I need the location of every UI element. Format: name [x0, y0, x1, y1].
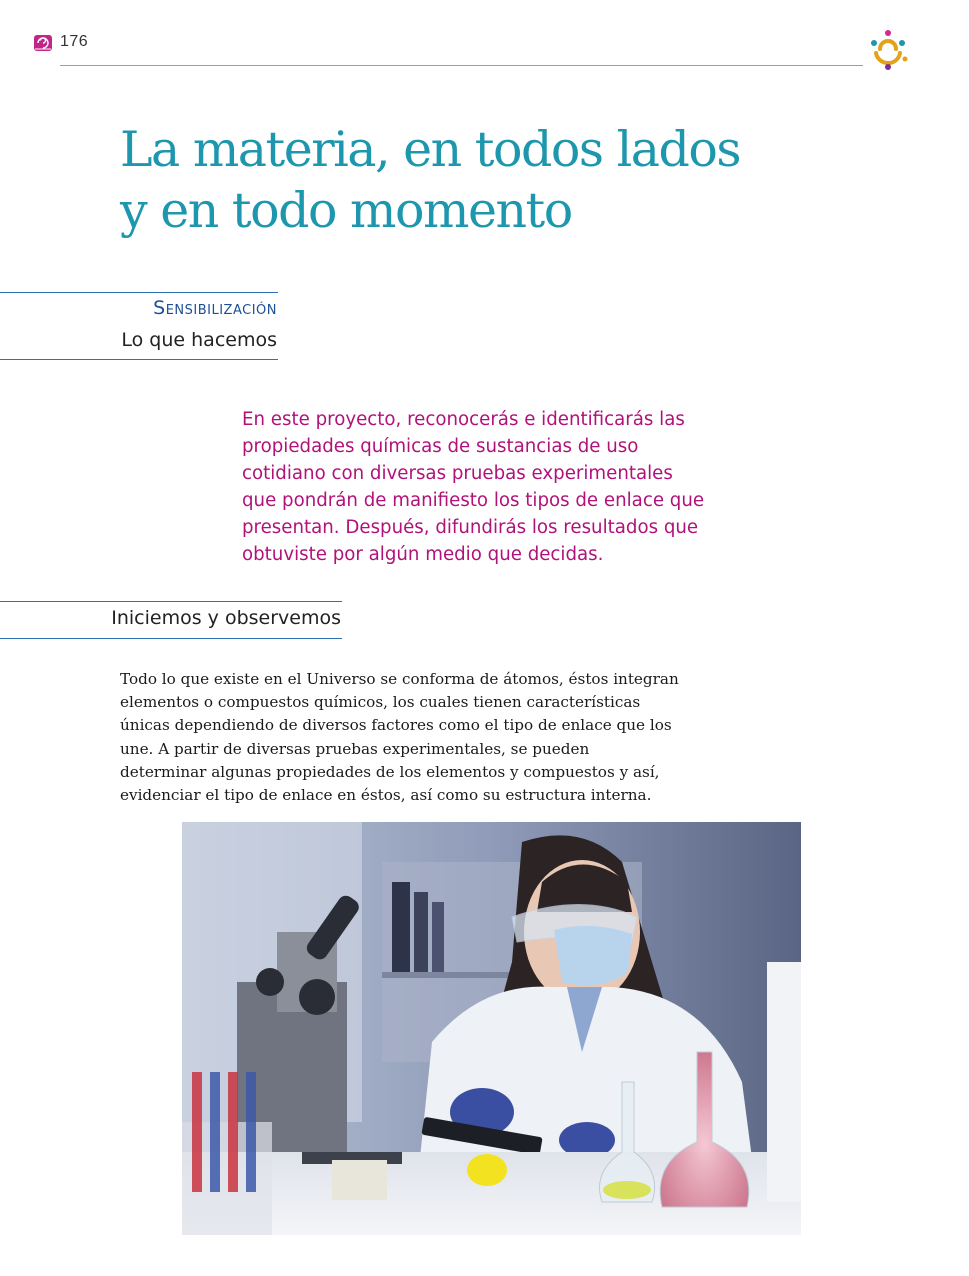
intro-paragraph: En este proyecto, reconocerás e identificarás las propiedades químicas de sustancias de uso cotidiano con diversas pruebas experimentales que pondrán de manifiesto los tipos de enlace que presentan. Después, difundirás los resultados que obtuviste por algún medio que decidas.: [242, 409, 705, 565]
header-rule: [60, 65, 863, 66]
section-sublabel: Lo que hacemos: [121, 329, 277, 351]
section2-label: Iniciemos y observemos: [111, 607, 341, 629]
section2-rule-top: [0, 601, 342, 602]
spiral-glyph-icon: [33, 33, 53, 53]
title-line-2: y en todo momento: [120, 182, 572, 239]
section2-rule-bottom: [0, 638, 342, 639]
community-logo-icon: [866, 27, 910, 71]
page-number: 176: [60, 33, 89, 50]
title-line-1: La materia, en todos lados: [120, 121, 740, 178]
laboratory-scientist-photo: [182, 822, 801, 1235]
section-rule-bottom: [0, 359, 278, 360]
page-title: [120, 119, 820, 241]
body-paragraph: Todo lo que existe en el Universo se conforma de átomos, éstos integran elementos o compuestos químicos, los cuales tienen características únicas dependiendo de diversos factores como el tipo de enlace que los une. A partir de diversas pruebas experimentales, se pueden determinar algunas propiedades de los elementos y compuestos y así, evidenciar el tipo de enlace en éstos, así como su estructura interna.: [120, 670, 679, 805]
section-rule-top: [0, 292, 278, 293]
section-label: Sensibilización: [153, 297, 277, 319]
